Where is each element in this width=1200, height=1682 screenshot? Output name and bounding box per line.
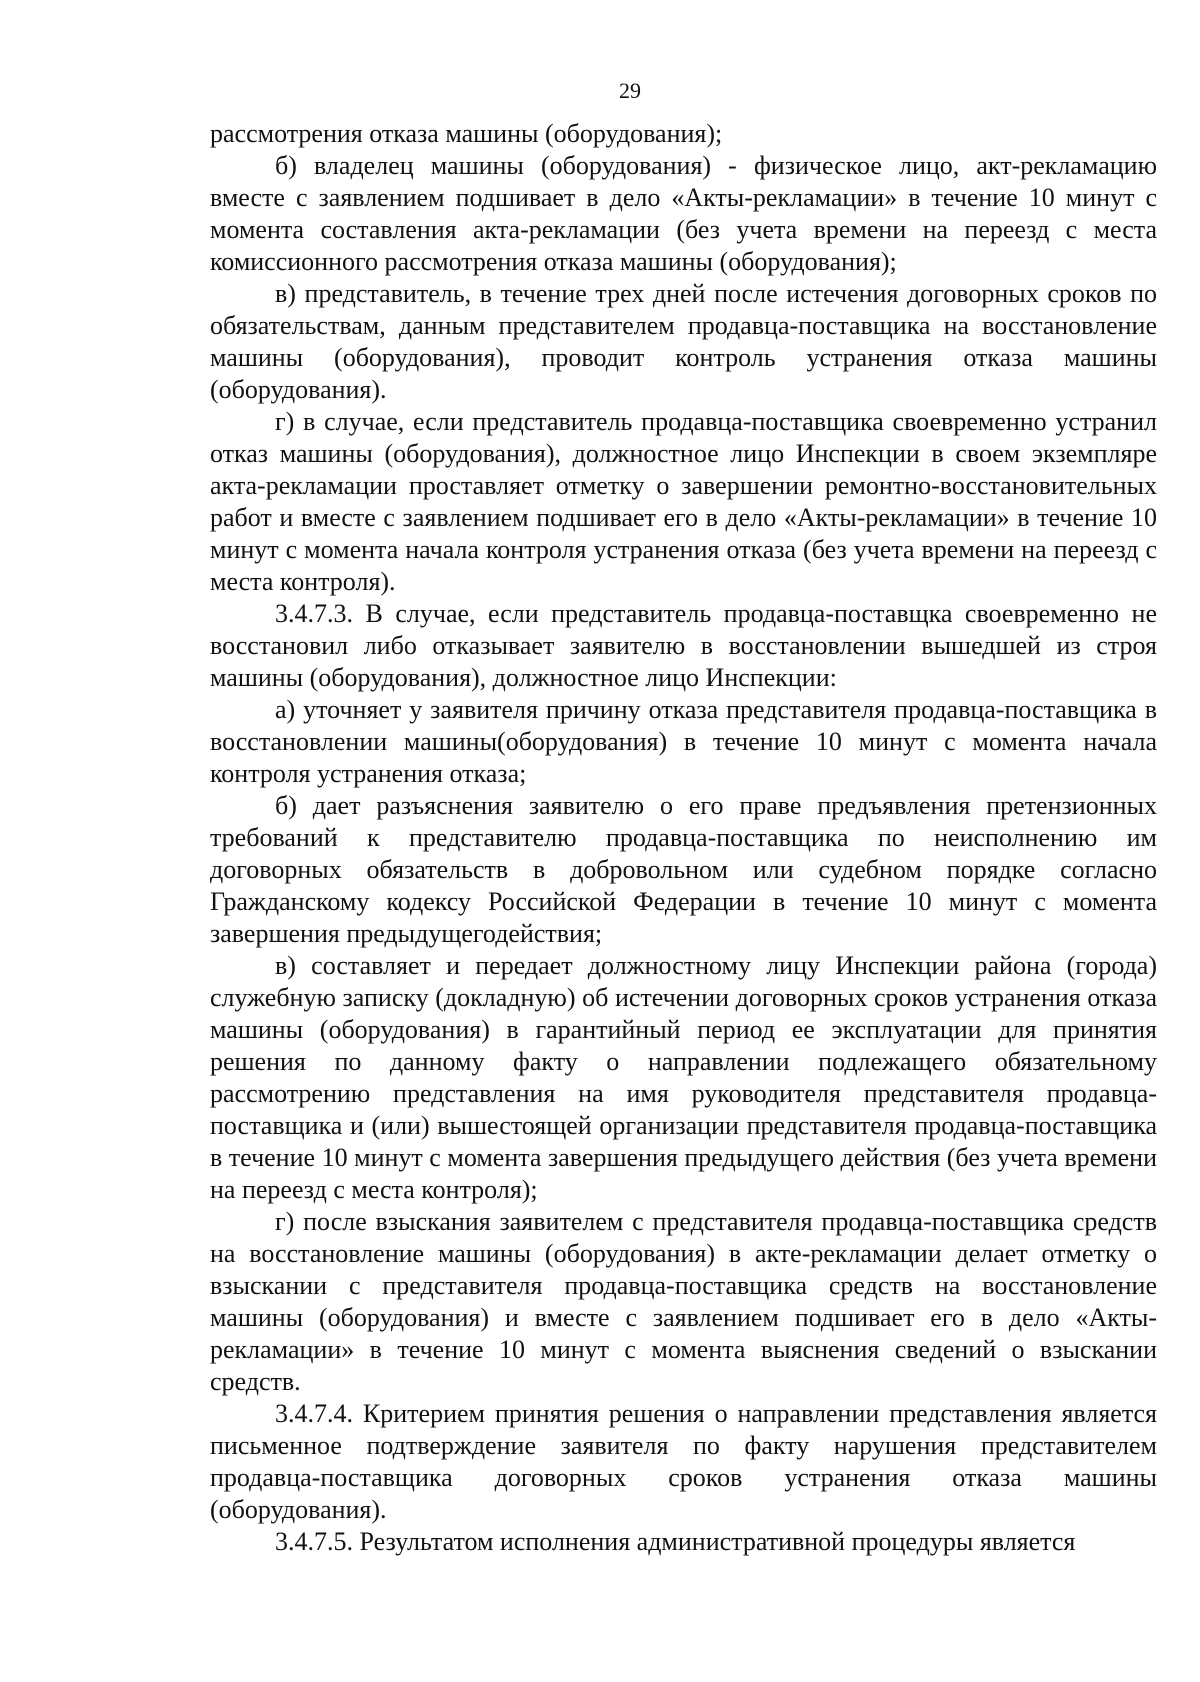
document-body — [210, 118, 1157, 1558]
page-number: 29 — [619, 78, 641, 103]
paragraph: г) после взыскания заявителем с представителя продавца-поставщика средств на восстановление машины (оборудования) в акте-рекламации делает отметку о взыскании с представителя продавца-поставщика средств на восстановление машины (оборудования) и вместе с заявлением подшивает его в дело «Акты-рекламации» в течение 10 минут с момента выяснения сведений о взыскании средств. — [210, 1207, 1157, 1396]
paragraph: б) дает разъяснения заявителю о его праве предъявления претензионных требований к представителю продавца-поставщика по неисполнению им договорных обязательств в добровольном или судебном порядке согласно Гражданскому кодексу Российской Федерации в течение 10 минут с момента завершения предыдущегодействия; — [210, 791, 1157, 948]
paragraph: 3.4.7.3. В случае, если представитель продавца-поставщка своевременно не восстановил либо отказывает заявителю в восстановлении вышедшей из строя машины (оборудования), должностное лицо Инспекции: — [210, 599, 1157, 692]
paragraph: 3.4.7.5. Результатом исполнения административной процедуры является — [275, 1527, 1076, 1556]
paragraph: рассмотрения отказа машины (оборудования); — [210, 119, 723, 148]
paragraph: в) составляет и передает должностному лицу Инспекции района (города) служебную записку (докладную) об истечении договорных сроков устранения отказа машины (оборудования) в гарантийный период ее эксплуатации для принятия решения по данному факту о направлении подлежащего обязательному рассмотрению представления на имя руководителя представителя продавца-поставщика и (или) вышестоящей организации представителя продавца-поставщика в течение 10 минут с момента завершения предыдущего действия (без учета времени на переезд с места контроля); — [210, 951, 1157, 1204]
paragraph: г) в случае, если представитель продавца-поставщика своевременно устранил отказ машины (оборудования), должностное лицо Инспекции в своем экземпляре акта-рекламации проставляет отметку о завершении ремонтно-восстановительных работ и вместе с заявлением подшивает его в дело «Акты-рекламации» в течение 10 минут с момента начала контроля устранения отказа (без учета времени на переезд с места контроля). — [210, 407, 1157, 596]
paragraph: 3.4.7.4. Критерием принятия решения о направлении представления является письменное подтверждение заявителя по факту нарушения представителем продавца-поставщика договорных сроков устранения отказа машины (оборудования). — [210, 1399, 1157, 1524]
paragraph: б) владелец машины (оборудования) - физическое лицо, акт-рекламацию вместе с заявлением подшивает в дело «Акты-рекламации» в течение 10 минут с момента составления акта-рекламации (без учета времени на переезд с места комиссионного рассмотрения отказа машины (оборудования); — [210, 151, 1157, 276]
paragraph: в) представитель, в течение трех дней после истечения договорных сроков по обязательствам, данным представителем продавца-поставщика на восстановление машины (оборудования), проводит контроль устранения отказа машины (оборудования). — [210, 279, 1157, 404]
paragraph: а) уточняет у заявителя причину отказа представителя продавца-поставщика в восстановлении машины(оборудования) в течение 10 минут с момента начала контроля устранения отказа; — [210, 695, 1157, 788]
